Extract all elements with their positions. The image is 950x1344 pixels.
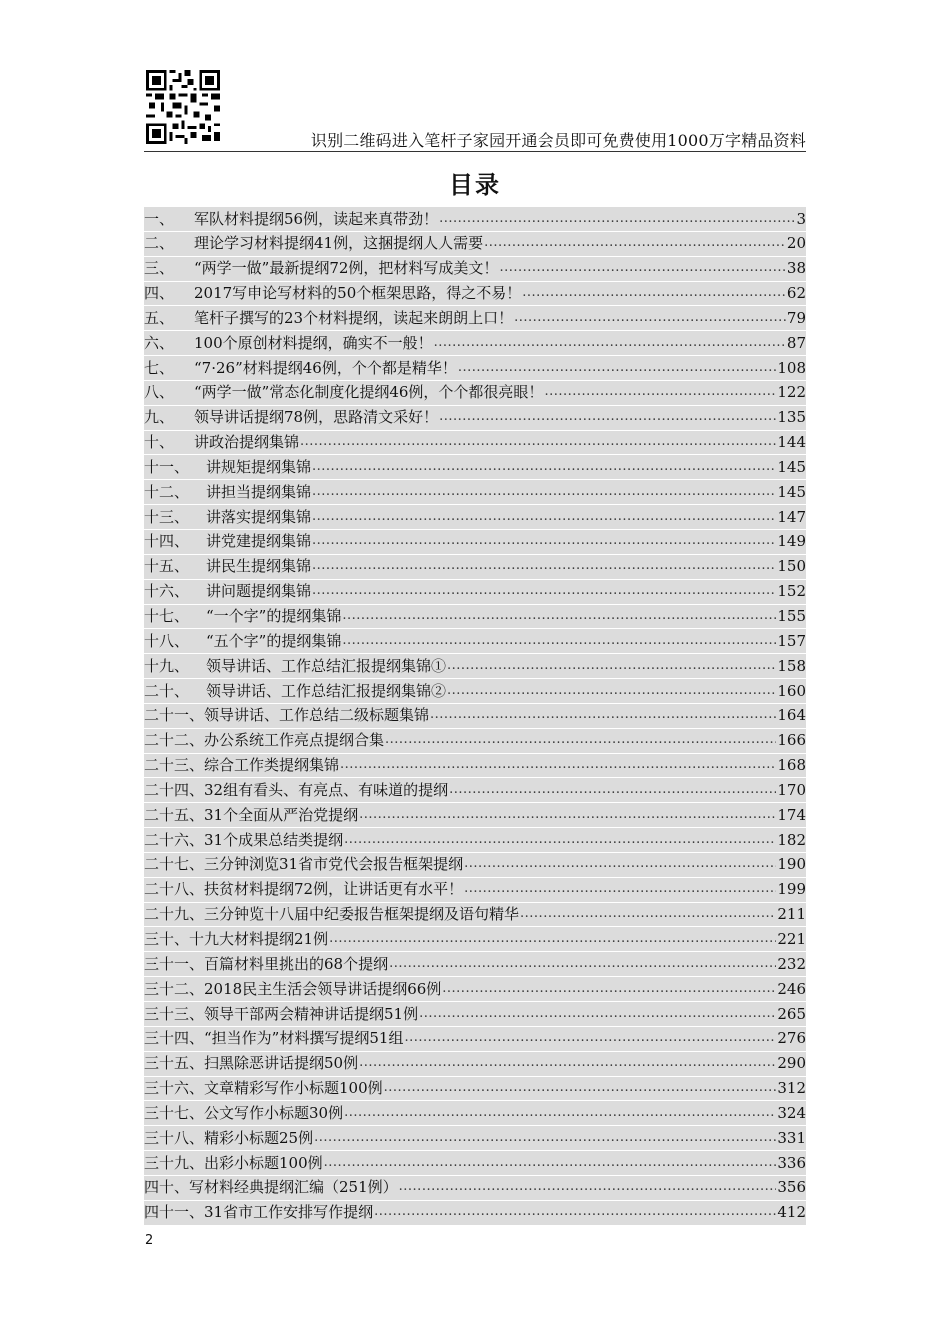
toc-entry-title: 讲规矩提纲集锦 [206, 457, 312, 476]
toc-entry-page: 182 [777, 830, 806, 849]
toc-leader-dots [374, 1201, 776, 1225]
toc-entry-page: 199 [777, 880, 806, 899]
toc-entry-number: 九、 [144, 408, 175, 427]
toc-entry-number: 三十一、 [144, 954, 205, 973]
toc-leader-dots [312, 555, 776, 579]
toc-entry-page: 221 [777, 929, 806, 948]
toc-entry[interactable] [144, 505, 806, 530]
toc-entry[interactable] [144, 853, 806, 878]
toc-entry-number: 十三、 [144, 507, 190, 526]
toc-entry-title: 讲问题提纲集锦 [206, 582, 312, 601]
toc-leader-dots [340, 754, 776, 778]
toc-leader-dots [447, 654, 776, 678]
header-banner: 识别二维码进入笔杆子家园开通会员即可免费使用1000万字精品资料 [310, 131, 806, 150]
toc-entry-page: 312 [777, 1079, 806, 1098]
toc-entry-page: 144 [777, 433, 806, 452]
toc-entry-number: 四、 [144, 284, 175, 303]
toc-entry[interactable] [144, 555, 806, 580]
page-title: 目录 [449, 170, 501, 199]
toc-entry-number: 二十七、 [144, 855, 205, 874]
toc-leader-dots [442, 977, 776, 1001]
toc-entry-number: 三十二、 [144, 979, 205, 998]
toc-entry-number: 十八、 [144, 631, 190, 650]
toc-leader-dots [312, 480, 776, 504]
toc-entry-number: 七、 [144, 358, 175, 377]
toc-leader-dots [439, 207, 795, 231]
toc-entry[interactable] [144, 381, 806, 406]
toc-entry[interactable] [144, 679, 806, 704]
toc-entry-page: 87 [786, 333, 806, 352]
toc-entry-title: 公文写作小标题30例 [204, 1103, 344, 1122]
toc-entry-title: 31个全面从严治党提纲 [204, 805, 359, 824]
toc-entry-title: 2017写申论写材料的50个框架思路，得之不易！ [194, 284, 522, 303]
toc-entry-title: 领导干部两会精神讲话提纲51例 [204, 1004, 419, 1023]
toc-entry-number: 三、 [144, 259, 175, 278]
toc-entry[interactable] [144, 331, 806, 356]
toc-entry-number: 二十二、 [144, 731, 205, 750]
toc-entry[interactable] [144, 803, 806, 828]
toc-entry-page: 108 [777, 358, 806, 377]
toc-entry[interactable] [144, 406, 806, 431]
toc-entry[interactable] [144, 356, 806, 381]
toc-entry[interactable] [144, 654, 806, 679]
toc-entry-number: 三十六、 [144, 1079, 205, 1098]
toc-entry-title: 精彩小标题25例 [204, 1128, 314, 1147]
toc-entry[interactable] [144, 455, 806, 480]
toc-entry-page: 265 [777, 1004, 806, 1023]
toc-entry-page: 246 [777, 979, 806, 998]
toc-entry-number: 十、 [144, 433, 175, 452]
toc-entry-title: “两学一做”最新提纲72例，把材料写成美文！ [194, 259, 499, 278]
toc-leader-dots [520, 903, 776, 927]
toc-entry-page: 336 [777, 1153, 806, 1172]
toc-leader-dots [449, 778, 776, 802]
toc-entry-number: 一、 [144, 209, 175, 228]
toc-entry[interactable] [144, 530, 806, 555]
toc-leader-dots [384, 1077, 777, 1101]
toc-entry-title: 理论学习材料提纲41例，这捆提纲人人需要 [194, 234, 484, 253]
toc-entry-number: 二十一、 [144, 706, 205, 725]
toc-entry-title: “两学一做”常态化制度化提纲46例，个个都很亮眼！ [194, 383, 544, 402]
toc-entry-title: 写材料经典提纲汇编（251例） [189, 1178, 398, 1197]
toc-entry[interactable] [144, 704, 806, 729]
toc-leader-dots [359, 1052, 776, 1076]
toc-leader-dots [329, 927, 776, 951]
toc-entry-page: 150 [777, 557, 806, 576]
toc-entry-number: 四十、 [144, 1178, 190, 1197]
toc-leader-dots [514, 306, 786, 330]
toc-leader-dots [464, 853, 776, 877]
toc-entry-number: 三十四、 [144, 1029, 205, 1048]
toc-leader-dots [404, 1027, 776, 1051]
toc-entry-page: 149 [777, 532, 806, 551]
toc-entry-title: 领导讲话提纲78例，思路清文采好！ [194, 408, 439, 427]
toc-entry[interactable] [144, 207, 806, 232]
toc-entry-number: 八、 [144, 383, 175, 402]
toc-entry-title: 三分钟览十八届中纪委报告框架提纲及语句精华 [204, 905, 520, 924]
toc-entry-title: 办公系统工作亮点提纲合集 [204, 731, 385, 750]
toc-entry-number: 十七、 [144, 607, 190, 625]
toc-entry-title: “7·26”材料提纲46例，个个都是精华！ [194, 358, 457, 377]
toc-entry-number: 二十三、 [144, 756, 205, 775]
toc-entry[interactable] [144, 1201, 806, 1226]
toc-entry-title: 2018民主生活会领导讲话提纲66例 [204, 979, 442, 998]
toc-entry-number: 五、 [144, 308, 175, 327]
header-divider [144, 151, 806, 152]
toc-entry[interactable] [144, 1176, 806, 1201]
toc-entry[interactable] [144, 1151, 806, 1176]
toc-entry[interactable] [144, 778, 806, 803]
table-of-contents [144, 207, 806, 1226]
toc-entry-number: 二十六、 [144, 830, 205, 849]
toc-entry-title: 三分钟浏览31省市党代会报告框架提纲 [204, 855, 464, 874]
toc-entry-page: 122 [777, 383, 806, 402]
toc-leader-dots [342, 605, 776, 629]
toc-entry-title: 笔杆子撰写的23个材料提纲，读起来朗朗上口！ [194, 308, 514, 327]
toc-entry-title: 讲落实提纲集锦 [206, 507, 312, 526]
toc-entry[interactable] [144, 431, 806, 456]
toc-leader-dots [300, 431, 776, 455]
toc-entry-number: 二十、 [144, 681, 190, 700]
toc-entry[interactable] [144, 903, 806, 928]
toc-entry-title: 领导讲话、工作总结汇报提纲集锦② [206, 681, 447, 700]
toc-entry-number: 四十一、 [144, 1203, 205, 1222]
toc-entry[interactable] [144, 605, 806, 630]
toc-entry-page: 145 [777, 457, 806, 476]
toc-entry-page: 160 [777, 681, 806, 700]
toc-entry-page: 135 [777, 408, 806, 427]
toc-entry[interactable] [144, 977, 806, 1002]
toc-leader-dots [314, 1126, 776, 1150]
toc-entry-title: 出彩小标题100例 [204, 1153, 323, 1172]
page-number: 2 [145, 1233, 154, 1248]
toc-entry[interactable] [144, 282, 806, 307]
toc-entry-page: 412 [777, 1203, 806, 1222]
toc-entry-page: 211 [777, 905, 806, 924]
toc-entry-title: 领导讲话、工作总结二级标题集锦 [204, 706, 430, 725]
toc-entry-number: 二十八、 [144, 880, 205, 899]
toc-leader-dots [522, 282, 786, 306]
toc-entry-number: 十五、 [144, 557, 190, 576]
toc-entry[interactable] [144, 232, 806, 257]
toc-leader-dots [419, 1002, 776, 1026]
toc-leader-dots [544, 381, 776, 405]
toc-entry[interactable] [144, 1077, 806, 1102]
toc-entry[interactable] [144, 1126, 806, 1151]
toc-leader-dots [399, 1176, 777, 1200]
toc-entry-page: 155 [777, 607, 806, 625]
toc-entry-page: 147 [777, 507, 806, 526]
toc-entry[interactable] [144, 629, 806, 654]
toc-entry-page: 168 [777, 756, 806, 775]
toc-entry[interactable] [144, 1101, 806, 1126]
toc-leader-dots [385, 729, 776, 753]
toc-leader-dots [430, 704, 776, 728]
toc-entry-page: 62 [786, 284, 806, 303]
toc-entry-page: 3 [796, 209, 806, 228]
toc-leader-dots [324, 1151, 777, 1175]
toc-entry-title: 31个成果总结类提纲 [204, 830, 344, 849]
toc-leader-dots [464, 878, 776, 902]
toc-entry-page: 20 [786, 234, 806, 253]
toc-entry-number: 十九、 [144, 656, 190, 675]
toc-entry-number: 三十八、 [144, 1128, 205, 1147]
toc-entry-title: 扶贫材料提纲72例，让讲话更有水平！ [204, 880, 464, 899]
toc-entry-title: 军队材料提纲56例，读起来真带劲！ [194, 209, 439, 228]
toc-entry-page: 190 [777, 855, 806, 874]
toc-leader-dots [458, 356, 777, 380]
toc-entry-title: 32组有看头、有亮点、有味道的提纲 [204, 780, 449, 799]
toc-entry-number: 六、 [144, 333, 175, 352]
toc-entry[interactable] [144, 729, 806, 754]
toc-entry-page: 290 [777, 1054, 806, 1073]
toc-leader-dots [484, 232, 786, 256]
toc-entry-number: 二十四、 [144, 780, 205, 799]
toc-entry-title: 讲党建提纲集锦 [206, 532, 312, 551]
toc-entry-page: 164 [777, 706, 806, 725]
toc-entry-number: 三十三、 [144, 1004, 205, 1023]
toc-entry[interactable] [144, 878, 806, 903]
toc-leader-dots [499, 257, 785, 281]
toc-entry-title: 31省市工作安排写作提纲 [204, 1203, 374, 1222]
toc-entry-number: 三十五、 [144, 1054, 205, 1073]
toc-entry-page: 324 [777, 1103, 806, 1122]
toc-entry-title: 综合工作类提纲集锦 [204, 756, 340, 775]
toc-entry[interactable] [144, 952, 806, 977]
toc-entry-title: 讲民生提纲集锦 [206, 557, 312, 576]
toc-leader-dots [344, 828, 776, 852]
toc-entry-title: “一个字”的提纲集锦 [206, 607, 342, 625]
toc-entry-page: 174 [777, 805, 806, 824]
toc-entry[interactable] [144, 927, 806, 952]
toc-entry-number: 十四、 [144, 532, 190, 551]
toc-leader-dots [447, 679, 776, 703]
toc-entry-page: 170 [777, 780, 806, 799]
toc-entry-page: 79 [786, 308, 806, 327]
toc-leader-dots [342, 629, 776, 653]
toc-entry-number: 十六、 [144, 582, 190, 601]
toc-entry-page: 356 [777, 1178, 806, 1197]
toc-leader-dots [439, 406, 776, 430]
toc-entry-page: 331 [777, 1128, 806, 1147]
toc-entry-page: 166 [777, 731, 806, 750]
toc-entry-number: 二十五、 [144, 805, 205, 824]
toc-entry-number: 三十七、 [144, 1103, 205, 1122]
toc-leader-dots [359, 803, 776, 827]
toc-leader-dots [389, 952, 776, 976]
toc-entry-title: 扫黑除恶讲话提纲50例 [204, 1054, 359, 1073]
toc-entry-number: 十二、 [144, 482, 190, 501]
toc-entry-page: 158 [777, 656, 806, 675]
toc-entry[interactable] [144, 828, 806, 853]
toc-entry-title: 百篇材料里挑出的68个提纲 [204, 954, 389, 973]
toc-entry-page: 152 [777, 582, 806, 601]
toc-entry-title: 文章精彩写作小标题100例 [204, 1079, 383, 1098]
toc-entry-page: 145 [777, 482, 806, 501]
toc-leader-dots [434, 331, 786, 355]
toc-entry-page: 157 [777, 631, 806, 650]
toc-entry[interactable] [144, 306, 806, 331]
toc-entry-title: 讲担当提纲集锦 [206, 482, 312, 501]
toc-leader-dots [312, 455, 776, 479]
toc-leader-dots [312, 505, 776, 529]
toc-entry-title: 100个原创材料提纲，确实不一般！ [194, 333, 433, 352]
toc-entry-title: 十九大材料提纲21例 [189, 929, 329, 948]
toc-entry[interactable] [144, 1002, 806, 1027]
toc-entry-title: “五个字”的提纲集锦 [206, 631, 342, 650]
toc-entry-title: 讲政治提纲集锦 [194, 433, 300, 452]
toc-leader-dots [312, 580, 776, 604]
toc-leader-dots [344, 1101, 776, 1125]
toc-entry[interactable] [144, 480, 806, 505]
toc-entry-title: “担当作为”材料撰写提纲51组 [204, 1029, 404, 1048]
toc-entry[interactable] [144, 580, 806, 605]
toc-entry-page: 232 [777, 954, 806, 973]
toc-entry[interactable] [144, 1027, 806, 1052]
toc-entry[interactable] [144, 754, 806, 779]
toc-entry-number: 二十九、 [144, 905, 205, 924]
toc-entry-number: 十一、 [144, 457, 190, 476]
toc-entry-number: 二、 [144, 234, 175, 253]
toc-entry[interactable] [144, 257, 806, 282]
toc-entry-title: 领导讲话、工作总结汇报提纲集锦① [206, 656, 447, 675]
toc-entry[interactable] [144, 1052, 806, 1077]
toc-entry-page: 38 [786, 259, 806, 278]
toc-entry-number: 三十、 [144, 929, 190, 948]
toc-leader-dots [312, 530, 776, 554]
toc-entry-page: 276 [777, 1029, 806, 1048]
toc-entry-number: 三十九、 [144, 1153, 205, 1172]
